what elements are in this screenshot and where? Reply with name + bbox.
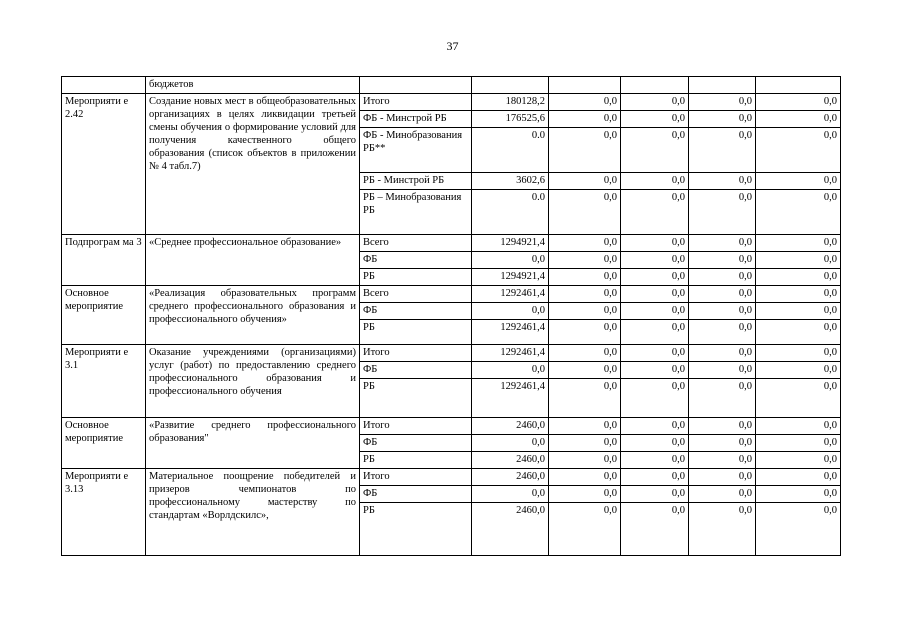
year-amount-cell: 0,0 bbox=[621, 503, 689, 556]
year-amount-cell bbox=[549, 77, 621, 94]
year-amount-cell: 0,0 bbox=[689, 173, 756, 190]
total-amount-cell: 0,0 bbox=[472, 252, 549, 269]
year-amount-cell: 0,0 bbox=[756, 269, 841, 286]
year-amount-cell: 0,0 bbox=[756, 486, 841, 503]
year-amount-cell: 0,0 bbox=[621, 452, 689, 469]
funding-source-cell: Всего bbox=[360, 286, 472, 303]
year-amount-cell: 0,0 bbox=[549, 94, 621, 111]
year-amount-cell: 0,0 bbox=[549, 418, 621, 435]
total-amount-cell: 3602,6 bbox=[472, 173, 549, 190]
year-amount-cell: 0,0 bbox=[549, 435, 621, 452]
year-amount-cell: 0,0 bbox=[549, 469, 621, 486]
total-amount-cell: 0,0 bbox=[472, 303, 549, 320]
year-amount-cell: 0,0 bbox=[689, 486, 756, 503]
year-amount-cell: 0,0 bbox=[756, 435, 841, 452]
year-amount-cell: 0,0 bbox=[689, 379, 756, 418]
funding-source-cell bbox=[360, 77, 472, 94]
year-amount-cell: 0,0 bbox=[756, 345, 841, 362]
item-code-cell bbox=[62, 77, 146, 94]
total-amount-cell: 2460,0 bbox=[472, 469, 549, 486]
funding-source-cell: ФБ - Минобразования РБ** bbox=[360, 128, 472, 173]
item-code-cell: Подпрограм ма 3 bbox=[62, 235, 146, 286]
funding-source-cell: Всего bbox=[360, 235, 472, 252]
total-amount-cell: 1292461,4 bbox=[472, 379, 549, 418]
total-amount-cell: 2460,0 bbox=[472, 503, 549, 556]
item-code-cell: Основное мероприятие bbox=[62, 286, 146, 345]
year-amount-cell: 0,0 bbox=[621, 190, 689, 235]
total-amount-cell: 0.0 bbox=[472, 190, 549, 235]
year-amount-cell: 0,0 bbox=[756, 303, 841, 320]
year-amount-cell: 0,0 bbox=[689, 303, 756, 320]
year-amount-cell: 0,0 bbox=[689, 435, 756, 452]
table-row bbox=[62, 235, 841, 252]
total-amount-cell: 1292461,4 bbox=[472, 286, 549, 303]
year-amount-cell: 0,0 bbox=[689, 345, 756, 362]
total-amount-cell: 1292461,4 bbox=[472, 320, 549, 345]
year-amount-cell: 0,0 bbox=[621, 379, 689, 418]
year-amount-cell: 0,0 bbox=[689, 235, 756, 252]
year-amount-cell: 0,0 bbox=[756, 362, 841, 379]
year-amount-cell: 0,0 bbox=[549, 345, 621, 362]
total-amount-cell: 0,0 bbox=[472, 435, 549, 452]
year-amount-cell: 0,0 bbox=[689, 469, 756, 486]
total-amount-cell: 1292461,4 bbox=[472, 345, 549, 362]
funding-source-cell: ФБ bbox=[360, 252, 472, 269]
year-amount-cell: 0,0 bbox=[756, 94, 841, 111]
year-amount-cell: 0,0 bbox=[549, 235, 621, 252]
year-amount-cell: 0,0 bbox=[621, 320, 689, 345]
item-code-cell: Мероприяти е 3.13 bbox=[62, 469, 146, 556]
item-description-cell: Оказание учреждениями (организациями) услуг (работ) по предоставлению среднего профессионального образования и профессионального обучения bbox=[146, 345, 360, 418]
funding-source-cell: ФБ bbox=[360, 362, 472, 379]
total-amount-cell: 0,0 bbox=[472, 486, 549, 503]
total-amount-cell: 1294921,4 bbox=[472, 269, 549, 286]
year-amount-cell: 0,0 bbox=[549, 190, 621, 235]
total-amount-cell: 1294921,4 bbox=[472, 235, 549, 252]
table-row bbox=[62, 286, 841, 303]
year-amount-cell: 0,0 bbox=[549, 362, 621, 379]
funding-source-cell: РБ – Минобразования РБ bbox=[360, 190, 472, 235]
year-amount-cell: 0,0 bbox=[621, 486, 689, 503]
year-amount-cell: 0,0 bbox=[549, 252, 621, 269]
item-description-cell: бюджетов bbox=[146, 77, 360, 94]
table-row bbox=[62, 345, 841, 362]
year-amount-cell: 0,0 bbox=[549, 269, 621, 286]
table-row bbox=[62, 77, 841, 94]
year-amount-cell: 0,0 bbox=[621, 345, 689, 362]
total-amount-cell: 2460,0 bbox=[472, 452, 549, 469]
year-amount-cell: 0,0 bbox=[689, 128, 756, 173]
year-amount-cell bbox=[621, 77, 689, 94]
funding-source-cell: РБ bbox=[360, 503, 472, 556]
funding-source-cell: Итого bbox=[360, 345, 472, 362]
year-amount-cell: 0,0 bbox=[621, 94, 689, 111]
item-description-cell: «Реализация образовательных программ среднего профессионального образования и профессионального обучения» bbox=[146, 286, 360, 345]
year-amount-cell: 0,0 bbox=[549, 503, 621, 556]
year-amount-cell bbox=[756, 77, 841, 94]
item-description-cell: Создание новых мест в общеобразовательных организациях в целях ликвидации третьей смены обучения о формирование условий для получения качественного общего образования (список объектов в приложении № 4 табл.7) bbox=[146, 94, 360, 235]
page-number: 37 bbox=[446, 39, 459, 53]
table-row bbox=[62, 94, 841, 111]
budget-table bbox=[61, 76, 841, 556]
year-amount-cell: 0,0 bbox=[549, 128, 621, 173]
year-amount-cell: 0,0 bbox=[621, 173, 689, 190]
year-amount-cell: 0,0 bbox=[549, 111, 621, 128]
year-amount-cell: 0,0 bbox=[756, 128, 841, 173]
funding-source-cell: Итого bbox=[360, 469, 472, 486]
year-amount-cell: 0,0 bbox=[756, 235, 841, 252]
item-code-cell: Мероприяти е 2.42 bbox=[62, 94, 146, 235]
funding-source-cell: РБ - Минстрой РБ bbox=[360, 173, 472, 190]
funding-source-cell: РБ bbox=[360, 379, 472, 418]
year-amount-cell: 0,0 bbox=[689, 94, 756, 111]
total-amount-cell: 2460,0 bbox=[472, 418, 549, 435]
year-amount-cell: 0,0 bbox=[689, 418, 756, 435]
year-amount-cell: 0,0 bbox=[549, 379, 621, 418]
funding-source-cell: ФБ bbox=[360, 303, 472, 320]
year-amount-cell: 0,0 bbox=[756, 320, 841, 345]
year-amount-cell: 0,0 bbox=[621, 111, 689, 128]
funding-source-cell: ФБ bbox=[360, 435, 472, 452]
year-amount-cell: 0,0 bbox=[756, 286, 841, 303]
item-description-cell: «Среднее профессиональное образование» bbox=[146, 235, 360, 286]
year-amount-cell: 0,0 bbox=[549, 486, 621, 503]
funding-source-cell: Итого bbox=[360, 418, 472, 435]
year-amount-cell: 0,0 bbox=[621, 269, 689, 286]
year-amount-cell: 0,0 bbox=[756, 452, 841, 469]
funding-source-cell: РБ bbox=[360, 269, 472, 286]
table-row bbox=[62, 469, 841, 486]
item-description-cell: «Развитие среднего профессионального образования" bbox=[146, 418, 360, 469]
year-amount-cell: 0,0 bbox=[621, 235, 689, 252]
total-amount-cell: 180128,2 bbox=[472, 94, 549, 111]
total-amount-cell bbox=[472, 77, 549, 94]
total-amount-cell: 176525,6 bbox=[472, 111, 549, 128]
year-amount-cell: 0,0 bbox=[689, 269, 756, 286]
year-amount-cell: 0,0 bbox=[621, 252, 689, 269]
item-description-cell: Материальное поощрение победителей и призеров чемпионатов по профессиональному мастерству по стандартам «Ворлдскилс», bbox=[146, 469, 360, 556]
item-code-cell: Мероприяти е 3.1 bbox=[62, 345, 146, 418]
year-amount-cell: 0,0 bbox=[756, 111, 841, 128]
funding-source-cell: ФБ bbox=[360, 486, 472, 503]
year-amount-cell bbox=[689, 77, 756, 94]
year-amount-cell: 0,0 bbox=[689, 362, 756, 379]
year-amount-cell: 0,0 bbox=[689, 252, 756, 269]
year-amount-cell: 0,0 bbox=[621, 303, 689, 320]
year-amount-cell: 0,0 bbox=[621, 435, 689, 452]
year-amount-cell: 0,0 bbox=[549, 303, 621, 320]
year-amount-cell: 0,0 bbox=[756, 252, 841, 269]
year-amount-cell: 0,0 bbox=[689, 452, 756, 469]
funding-source-cell: Итого bbox=[360, 94, 472, 111]
year-amount-cell: 0,0 bbox=[756, 173, 841, 190]
total-amount-cell: 0,0 bbox=[472, 362, 549, 379]
year-amount-cell: 0,0 bbox=[549, 320, 621, 345]
year-amount-cell: 0,0 bbox=[549, 452, 621, 469]
year-amount-cell: 0,0 bbox=[621, 418, 689, 435]
year-amount-cell: 0,0 bbox=[621, 469, 689, 486]
funding-source-cell: РБ bbox=[360, 320, 472, 345]
year-amount-cell: 0,0 bbox=[756, 418, 841, 435]
year-amount-cell: 0,0 bbox=[621, 362, 689, 379]
total-amount-cell: 0.0 bbox=[472, 128, 549, 173]
year-amount-cell: 0,0 bbox=[756, 469, 841, 486]
year-amount-cell: 0,0 bbox=[689, 190, 756, 235]
year-amount-cell: 0,0 bbox=[621, 128, 689, 173]
item-code-cell: Основное мероприятие bbox=[62, 418, 146, 469]
funding-source-cell: ФБ - Минстрой РБ bbox=[360, 111, 472, 128]
year-amount-cell: 0,0 bbox=[756, 190, 841, 235]
funding-source-cell: РБ bbox=[360, 452, 472, 469]
year-amount-cell: 0,0 bbox=[549, 173, 621, 190]
year-amount-cell: 0,0 bbox=[756, 503, 841, 556]
year-amount-cell: 0,0 bbox=[756, 379, 841, 418]
year-amount-cell: 0,0 bbox=[689, 286, 756, 303]
year-amount-cell: 0,0 bbox=[689, 111, 756, 128]
table-row bbox=[62, 418, 841, 435]
year-amount-cell: 0,0 bbox=[689, 320, 756, 345]
year-amount-cell: 0,0 bbox=[689, 503, 756, 556]
year-amount-cell: 0,0 bbox=[549, 286, 621, 303]
year-amount-cell: 0,0 bbox=[621, 286, 689, 303]
